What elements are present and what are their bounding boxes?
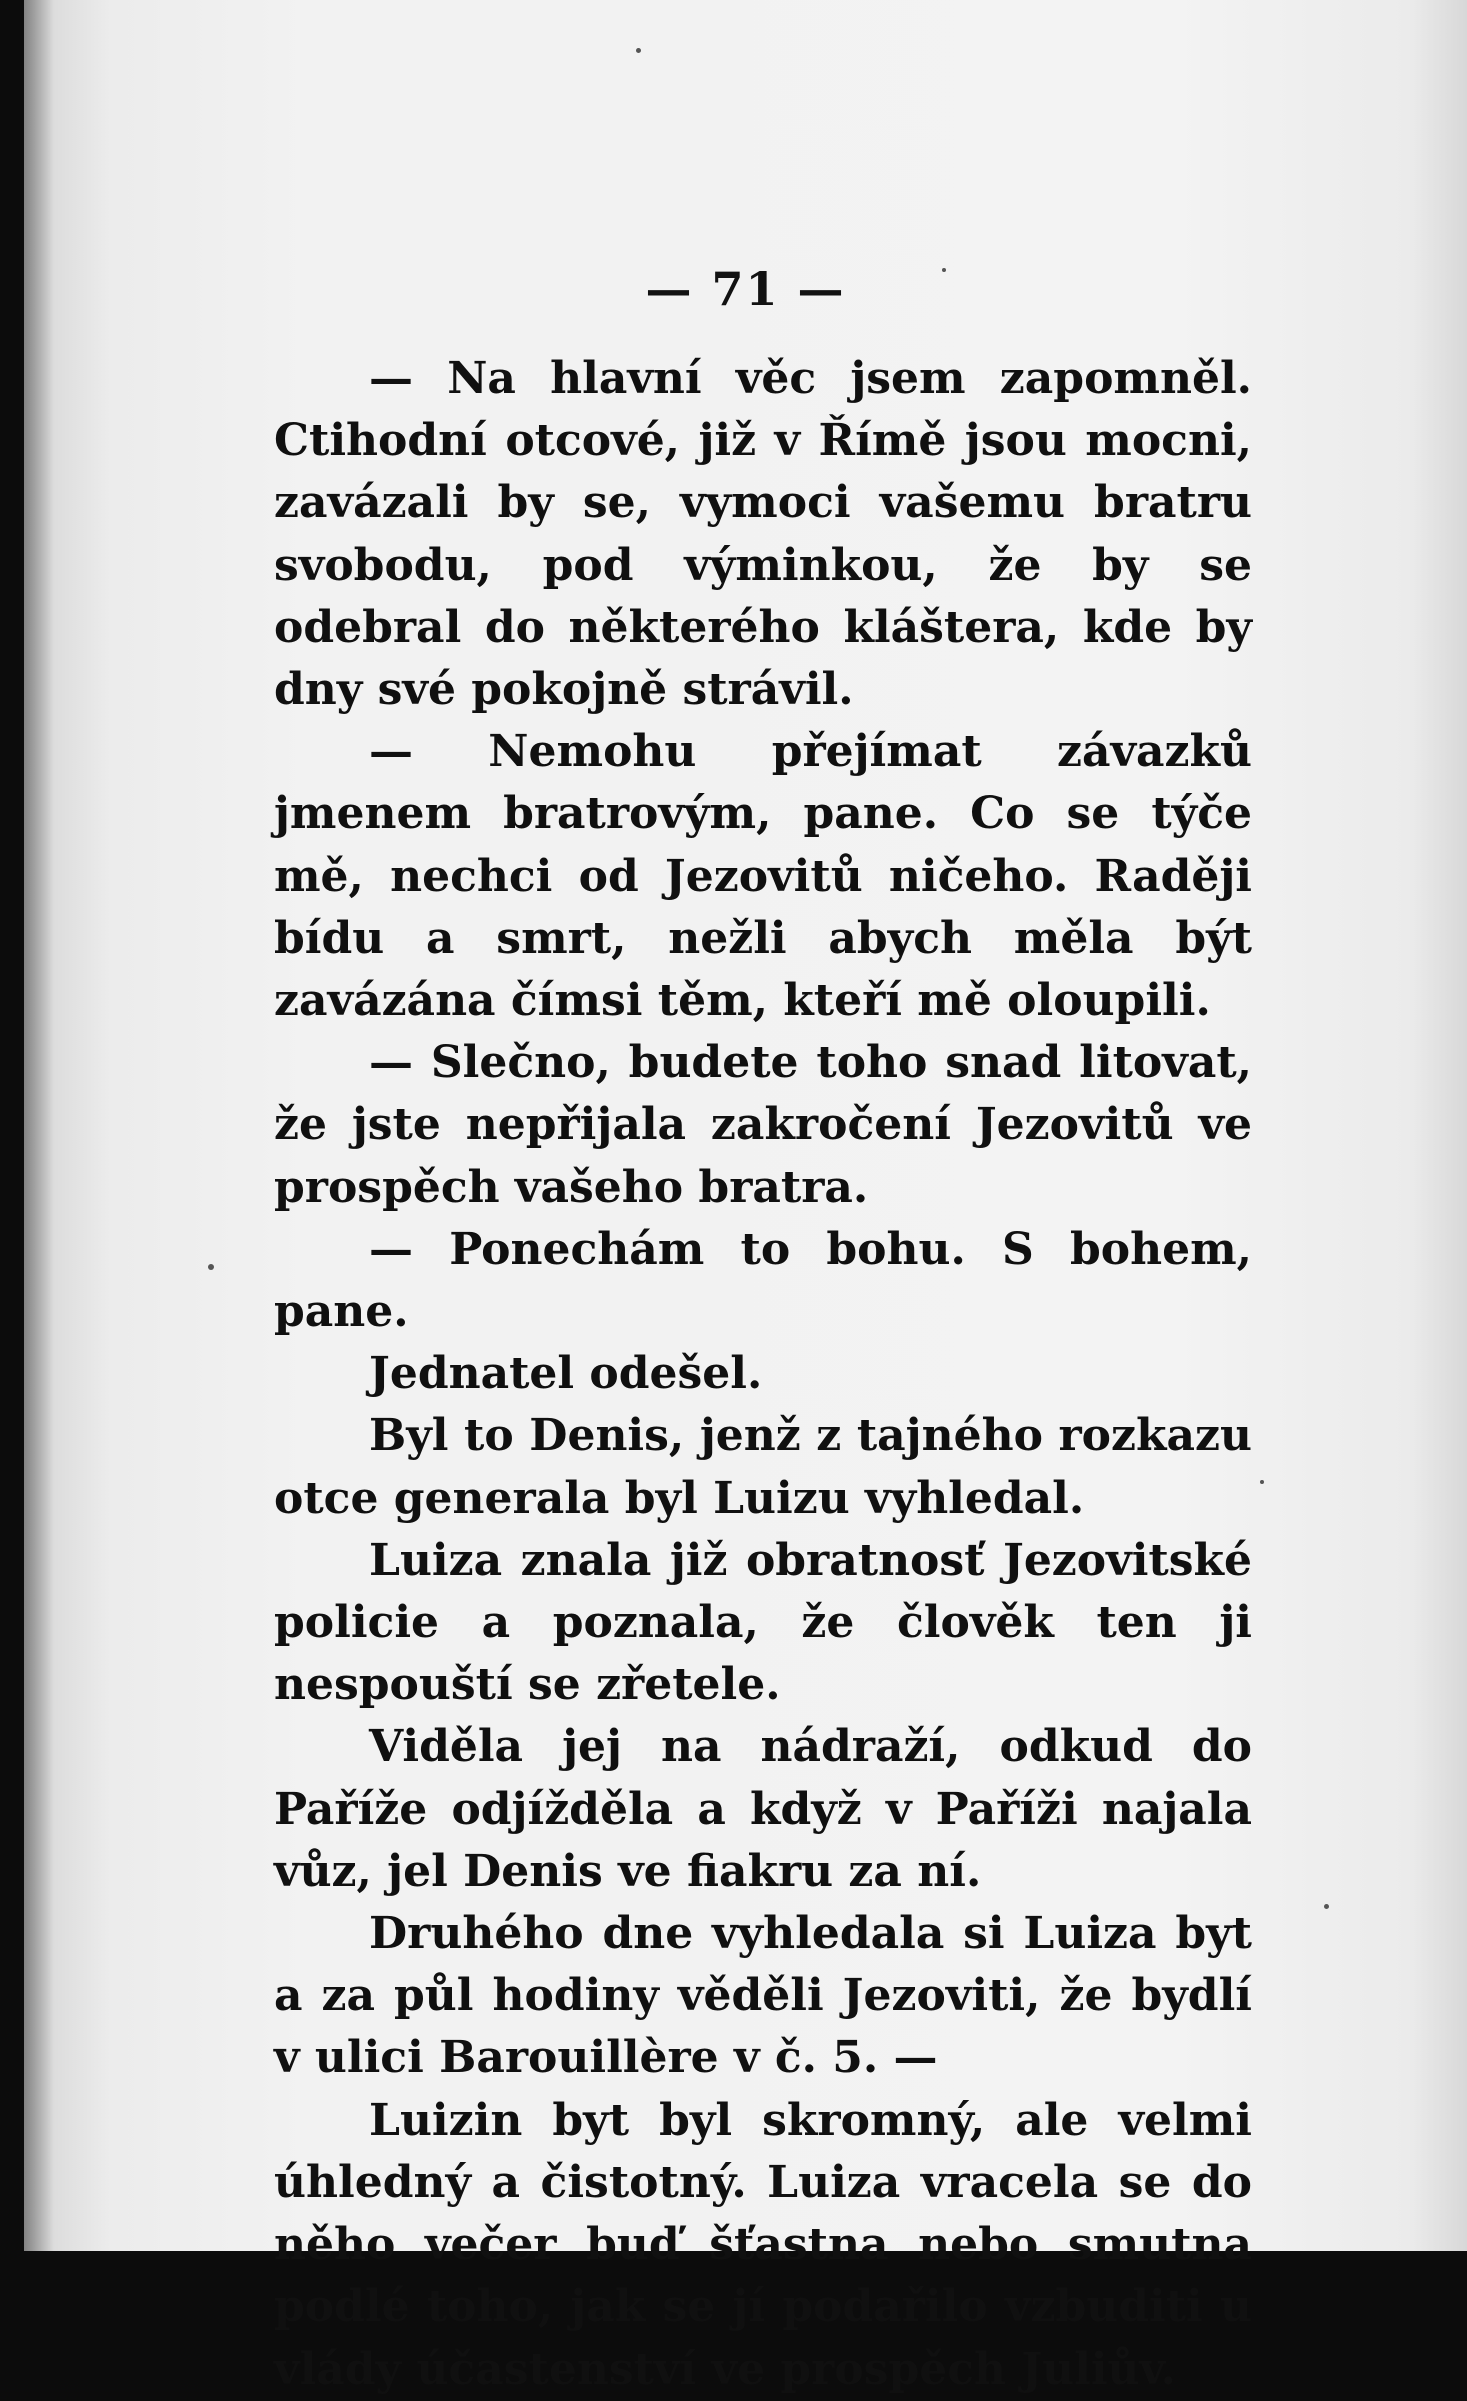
paragraph: Druhého dne vyhledala si Luiza byt a za půl hodiny věděli Jezoviti, že bydlí v ulici Barouillère v č. 5. — <box>274 1908 1252 2084</box>
paragraph: — Ponechám to bohu. S bohem, pane. <box>274 1223 1252 1338</box>
book-page <box>24 0 1467 2395</box>
body-text <box>274 348 1252 2401</box>
paper-speck <box>942 268 946 272</box>
paragraph: — Nemohu přejímat závazků jmenem bratrovým, pane. Co se týče mě, nechci od Jezovitů ničeho. Raději bídu a smrt, nežli abych měla být zavázána čímsi těm, kteří mě oloupili. <box>274 726 1252 1027</box>
paragraph: — Na hlavní věc jsem zapomněl. Ctihodní otcové, již v Římě jsou mocni, zavázali by se, vymoci vašemu bratru svobodu, pod výminkou, že by se odebral do některého kláštera, kde by dny své pokojně strávil. <box>274 353 1252 716</box>
paragraph: Viděla jej na nádraží, odkud do Paříže odjížděla a když v Paříži najala vůz, jel Denis ve fiakru za ní. <box>274 1721 1252 1897</box>
page-number: — 71 — <box>645 262 846 316</box>
paragraph: Jednatel odešel. <box>369 1348 763 1400</box>
paragraph: Byl to Denis, jenž z tajného rozkazu otce generala byl Luizu vyhledal. <box>274 1410 1252 1524</box>
paragraph: — Slečno, budete toho snad litovat, že jste nepřijala zakročení Jezovitů ve prospěch vašeho bratra. <box>274 1037 1252 1213</box>
paragraph: Luiza znala již obratnosť Jezovitské policie a poznala, že člověk ten ji nespouští se zřetele. <box>274 1534 1252 1711</box>
paper-speck <box>208 1264 214 1270</box>
paper-speck <box>1324 1904 1329 1909</box>
paragraph: Luizin byt byl skromný, ale velmi úhledný a čistotný. Luiza vracela se do něho večer buď šťastna nebo smutna podlé toho, jak se jí podařilo vzbuditi u vlády účastenství ve prospěch Juliův. <box>274 2094 1252 2395</box>
paper-speck <box>1260 1480 1264 1484</box>
spine-shadow <box>24 0 54 2251</box>
paper-speck <box>636 48 641 53</box>
